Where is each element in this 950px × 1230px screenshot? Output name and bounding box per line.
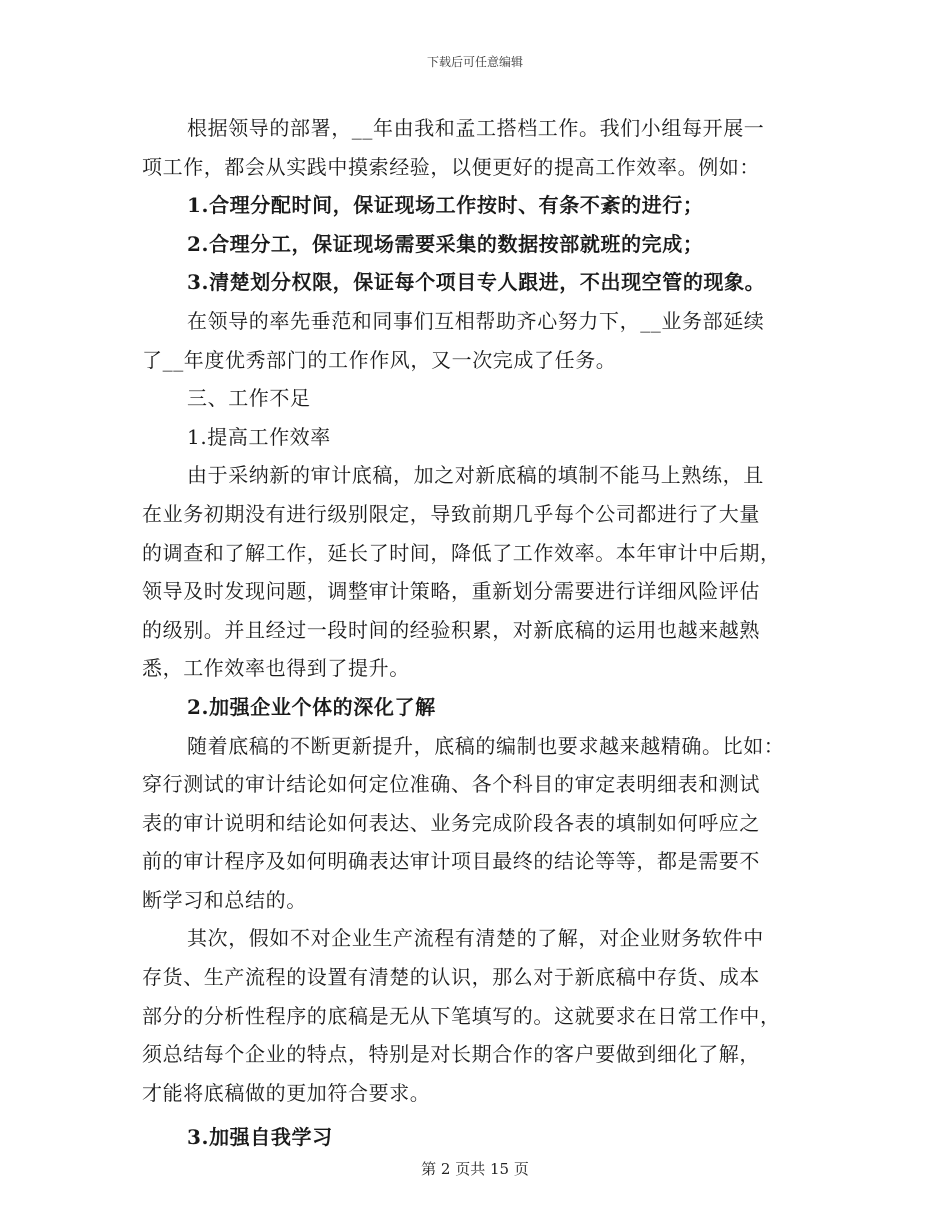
text-line: 须总结每个企业的特点，特别是对长期合作的客户要做到细化了解， xyxy=(142,1042,760,1067)
text-line: 3.清楚划分权限，保证每个项目专人跟进，不出现空管的现象。 xyxy=(187,270,766,295)
text-line: 悉，工作效率也得到了提升。 xyxy=(142,656,410,681)
text-line: 三、工作不足 xyxy=(187,386,311,411)
text-line: 了__年度优秀部门的工作作风，又一次完成了任务。 xyxy=(142,347,617,372)
text-line: 表的审计说明和结论如何表达、业务完成阶段各表的填制如何呼应之 xyxy=(142,810,760,835)
text-line: 部分的分析性程序的底稿是无从下笔填写的。这就要求在日常工作中， xyxy=(142,1003,781,1028)
text-line: 的调查和了解工作，延长了时间，降低了工作效率。本年审计中后期， xyxy=(142,540,781,565)
text-line: 1.合理分配时间，保证现场工作按时、有条不紊的进行； xyxy=(187,193,704,218)
text-line: 存货、生产流程的设置有清楚的认识，那么对于新底稿中存货、成本 xyxy=(142,965,760,990)
text-line: 断学习和总结的。 xyxy=(142,887,307,912)
text-line: 随着底稿的不断更新提升，底稿的编制也要求越来越精确。比如： xyxy=(187,733,785,758)
text-line: 2.加强企业个体的深化了解 xyxy=(187,694,436,719)
text-line: 领导及时发现问题，调整审计策略，重新划分需要进行详细风险评估 xyxy=(142,579,760,604)
text-line: 3.加强自我学习 xyxy=(187,1125,333,1150)
text-line: 1.提高工作效率 xyxy=(187,424,331,449)
text-line: 根据领导的部署，__年由我和孟工搭档工作。我们小组每开展一 xyxy=(187,116,765,140)
text-line: 穿行测试的审计结论如何定位准确、各个科目的审定表明细表和测试 xyxy=(142,772,760,797)
text-line: 在领导的率先垂范和同事们互相帮助齐心努力下，__业务部延续 xyxy=(187,308,765,333)
text-line: 项工作，都会从实践中摸索经验，以便更好的提高工作效率。例如： xyxy=(142,154,760,179)
text-line: 其次，假如不对企业生产流程有清楚的了解，对企业财务软件中 xyxy=(187,926,764,951)
text-line: 2.合理分工，保证现场需要采集的数据按部就班的完成； xyxy=(187,231,704,256)
text-line: 前的审计程序及如何明确表达审计项目最终的结论等等，都是需要不 xyxy=(142,849,760,874)
document-body xyxy=(142,111,810,1159)
page-footer: 第 2 页共 15 页 xyxy=(421,1160,529,1178)
text-line: 才能将底稿做的更加符合要求。 xyxy=(142,1080,431,1105)
text-line: 由于采纳新的审计底稿，加之对新底稿的填制不能马上熟练，且 xyxy=(187,463,764,488)
text-line: 的级别。并且经过一段时间的经验积累，对新底稿的运用也越来越熟 xyxy=(142,617,760,642)
page-header: 下载后可任意编辑 xyxy=(426,55,523,69)
text-line: 在业务初期没有进行级别限定，导致前期几乎每个公司都进行了大量 xyxy=(142,501,760,526)
